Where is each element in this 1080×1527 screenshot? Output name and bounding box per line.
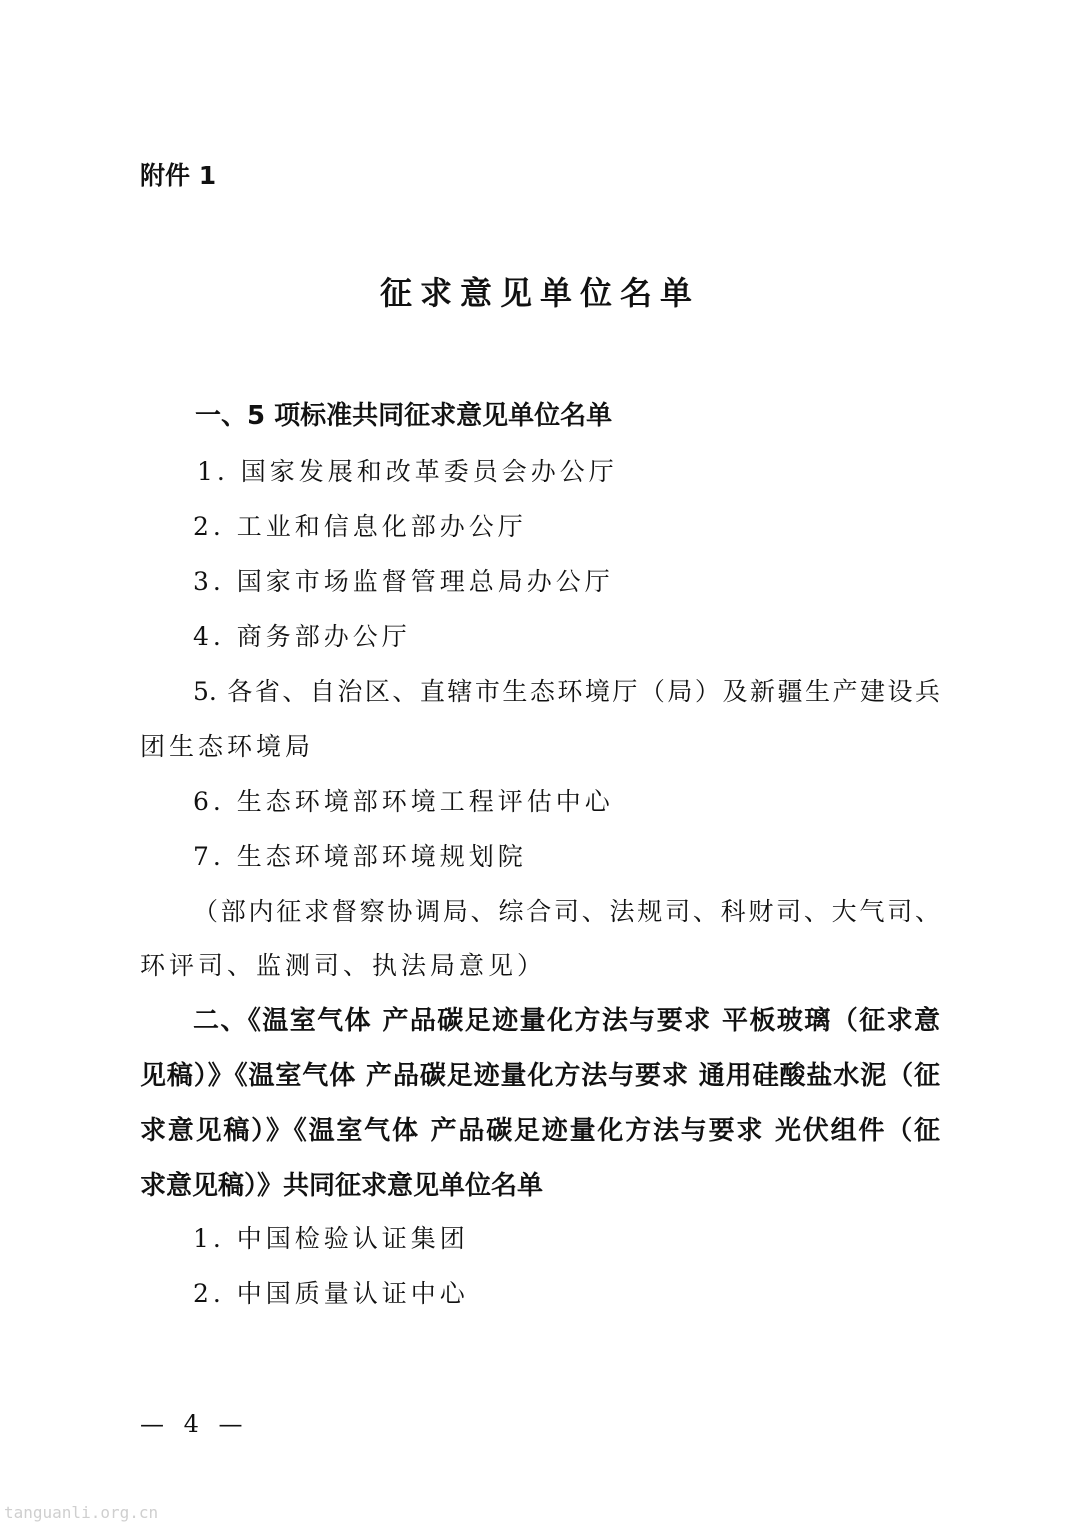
section2-heading: 求意见稿）》《温室气体 产品碳足迹量化方法与要求 光伏组件（征 xyxy=(140,1116,940,1146)
section2-heading: 见稿）》《温室气体 产品碳足迹量化方法与要求 通用硅酸盐水泥（征 xyxy=(140,1061,940,1091)
list-item: 2. 工业和信息化部办公厅 xyxy=(193,512,527,541)
section2-heading: 求意见稿）》共同征求意见单位名单 xyxy=(140,1171,544,1201)
page-title: 征求意见单位名单 xyxy=(379,274,700,312)
section1-note: （部内征求督察协调局、综合司、法规司、科财司、大气司、 xyxy=(193,897,940,926)
attachment-label: 附件 1 xyxy=(140,161,217,190)
section2-heading: 二、《温室气体 产品碳足迹量化方法与要求 平板玻璃（征求意 xyxy=(193,1006,940,1036)
list-item: 6. 生态环境部环境工程评估中心 xyxy=(193,787,614,816)
section1-heading: 一、5 项标准共同征求意见单位名单 xyxy=(195,401,613,431)
list-item: 3. 国家市场监督管理总局办公厅 xyxy=(193,567,614,596)
list-item: 1. 国家发展和改革委员会办公厅 xyxy=(197,457,618,486)
watermark: tanguanli.org.cn xyxy=(4,1503,159,1522)
page-number: — 4 — xyxy=(140,1410,249,1438)
list-item-continuation: 团生态环境局 xyxy=(140,732,315,761)
list-item: 4. 商务部办公厅 xyxy=(193,622,411,651)
list-item: 5. 各省、自治区、直辖市生态环境厅（局）及新疆生产建设兵 xyxy=(193,677,940,706)
list-item: 1. 中国检验认证集团 xyxy=(193,1224,469,1253)
section1-note-continuation: 环评司、监测司、执法局意见） xyxy=(140,951,547,980)
list-item: 7. 生态环境部环境规划院 xyxy=(193,842,527,871)
list-item: 2. 中国质量认证中心 xyxy=(193,1279,469,1308)
